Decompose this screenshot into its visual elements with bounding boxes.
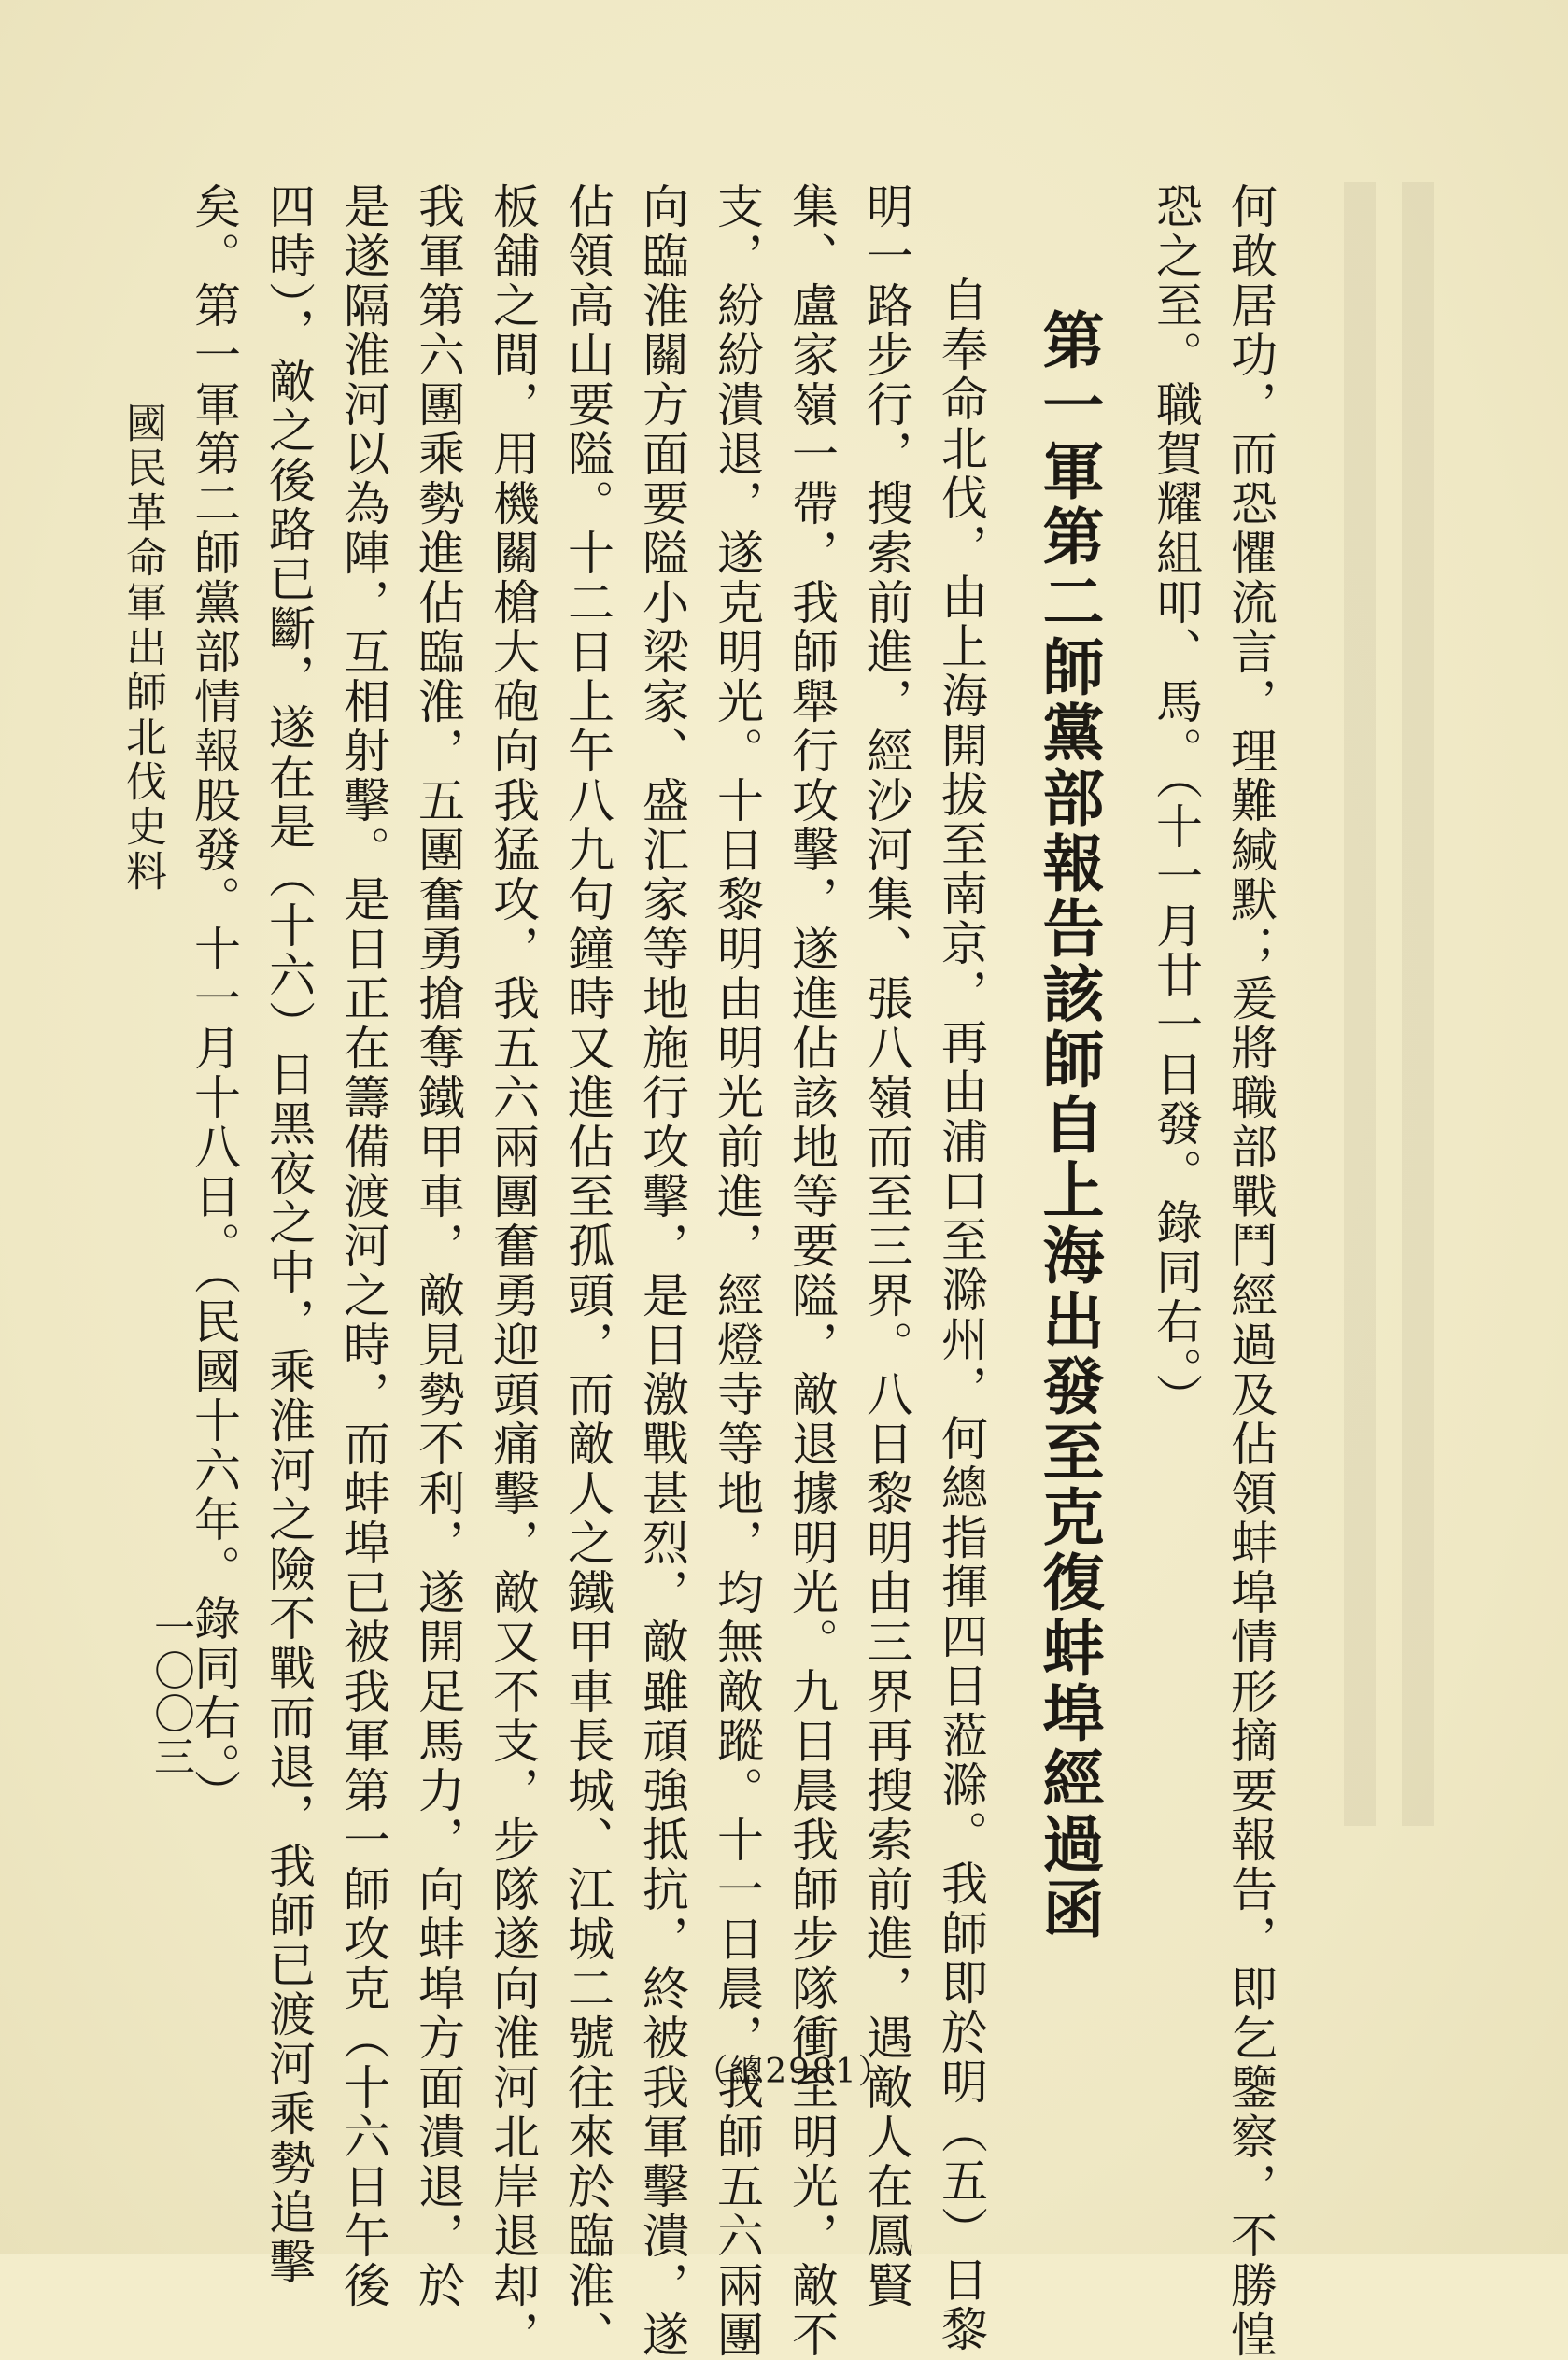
page-number: 一〇〇三 — [147, 1606, 194, 1778]
book-title: 國民革命軍出師北伐史料 — [119, 402, 166, 895]
text-column: 何敢居功，而恐懼流言，理難緘默；爰將職部戰鬥經過及佔領蚌埠情形摘要報告，即乞鑒察，不勝惶 — [1223, 182, 1278, 2360]
text-column: 向臨淮關方面要隘小梁家、盛汇家等地施行攻擊，是日激戰甚烈，敵雖頑強抵抗，終被我軍擊潰，遂 — [635, 182, 689, 2360]
text-column: 板舖之間，用機關槍大砲向我猛攻，我五六兩團奮勇迎頭痛擊，敵又不支，步隊遂向淮河北岸退却， — [486, 182, 540, 2360]
text-column: 集、盧家嶺一帶，我師舉行攻擊，遂進佔該地等要隘，敵退據明光。九日晨我師步隊衝至明光，敵不 — [784, 182, 839, 2360]
text-column: 是遂隔淮河以為陣，互相射擊。是日正在籌備渡河之時，而蚌埠已被我軍第一師攻克（十六日午後 — [336, 182, 390, 2311]
bleed-through-shadow — [1344, 182, 1456, 1826]
text-column: 自奉命北伐，由上海開拔至南京，再由浦口至滁州，何總指揮四日蒞滁。我師即於明（五）日黎 — [934, 276, 988, 2354]
document-title: 第一軍第二師黨部報告該師自上海出發至克復蚌埠經過函 — [1032, 308, 1105, 1943]
text-column: 我軍第六團乘勢進佔臨淮，五團奮勇搶奪鐵甲車，敵見勢不利，遂開足馬力，向蚌埠方面潰退，於 — [411, 182, 465, 2311]
center-page-number: （總2981） — [694, 2053, 894, 2091]
text-column: 明一路步行，搜索前進，經沙河集、張八嶺而至三界。八日黎明由三界再搜索前進，遇敵人在鳳賢 — [859, 182, 913, 2311]
text-column: 佔領高山要隘。十二日上午八九句鐘時又進佔至孤頭，而敵人之鐵甲車長城、江城二號往來於臨淮、 — [560, 182, 614, 2360]
text-column: 矣。第一軍第二師黨部情報股發。十一月十八日。（民國十六年。錄同右。） — [187, 182, 241, 1818]
text-column: 恐之至。職賀耀組叩、馬。（十一月廿一日發。錄同右。） — [1149, 182, 1203, 1422]
text-column: 四時），敵之後路已斷，遂在是（十六）日黑夜之中，乘淮河之險不戰而退，我師已渡河乘勢追擊 — [261, 182, 316, 2287]
text-column: 支，紛紛潰退，遂克明光。十日黎明由明光前進，經燈寺等地，均無敵蹤。十一日晨，我師五六兩團 — [710, 182, 764, 2360]
